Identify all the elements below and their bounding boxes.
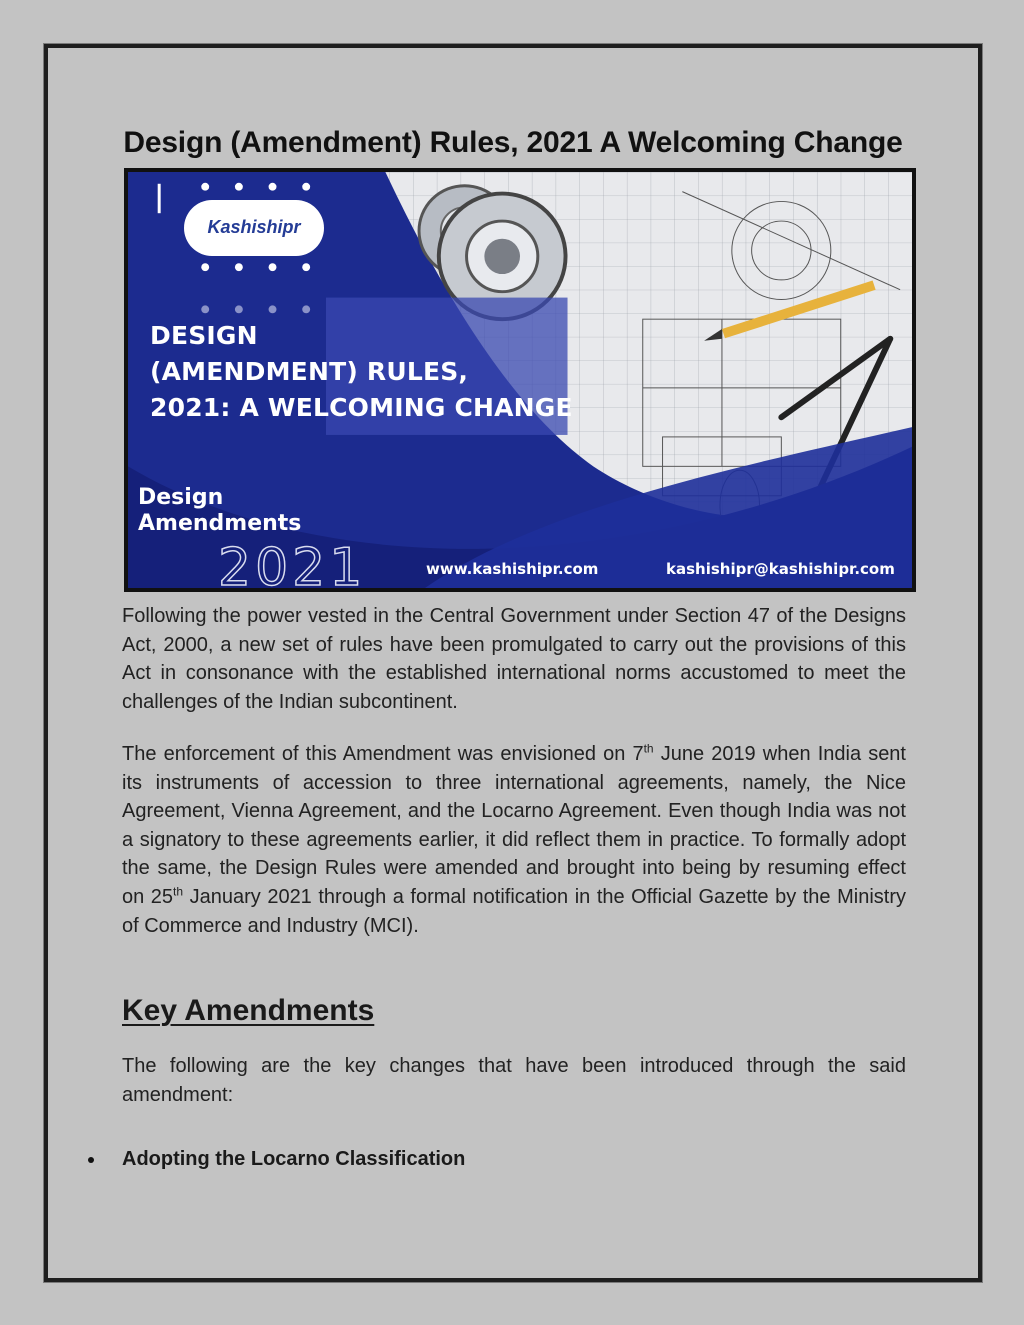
text-run: The enforcement of this Amendment was envisioned on 7 (122, 743, 644, 765)
banner-website: www.kashishipr.com (426, 560, 599, 578)
banner-image (124, 168, 916, 592)
superscript: th (173, 884, 184, 899)
superscript: th (643, 741, 654, 756)
banner-email: kashishipr@kashishipr.com (666, 560, 895, 578)
banner-subheading (138, 485, 301, 537)
section-heading: Key Amendments (122, 994, 375, 1027)
paragraph-text: Following the power vested in the Central Government under Section 47 of the Designs Act, 2000, a new set of rules have been promulgated to carry out the provisions of this Act in consonance with the established international norms accustomed to meet the challenges of the Indian subcontinent. (122, 605, 906, 713)
page-title: Design (Amendment) Rules, 2021 A Welcoming Change (123, 126, 903, 159)
text-run: January 2021 through a formal notification in the Official Gazette by the Ministry of Commerce and Industry (MCI). (122, 885, 906, 937)
paragraph-key-changes (122, 1052, 906, 1109)
banner-heading-line: 2021: A WELCOMING CHANGE (150, 393, 573, 422)
list-item-label: Adopting the Locarno Classification (122, 1148, 466, 1170)
text-run: June 2019 when India sent its instruments of accession to three international agreements, namely, the Nice Agreement, Vienna Agreement, and the Locarno Agreement. Even though India was not a signatory to these agreements earlier, it did reflect them in practice. To formally adopt the same, the Design Rules were amended and brought into being by resuming effect on 25 (122, 743, 906, 908)
document-page (44, 44, 982, 1282)
bullet-icon (88, 1157, 94, 1163)
banner-heading-line: (AMENDMENT) RULES, (150, 357, 469, 386)
banner-sub-line: Design (138, 485, 224, 510)
list-item (88, 1148, 465, 1171)
banner-year: 2021 (218, 538, 367, 592)
banner-sub-line: Amendments (138, 511, 302, 536)
paragraph-text (122, 740, 906, 940)
banner-heading-line: DESIGN (150, 321, 258, 350)
kashishipr-logo (184, 200, 324, 256)
logo-text: Kashishipr (207, 216, 301, 237)
paragraph-text: The following are the key changes that have been introduced through the said amendment: (122, 1055, 906, 1106)
banner-heading (150, 318, 573, 426)
paragraph-enforcement (122, 740, 906, 940)
paragraph-intro (122, 602, 906, 716)
